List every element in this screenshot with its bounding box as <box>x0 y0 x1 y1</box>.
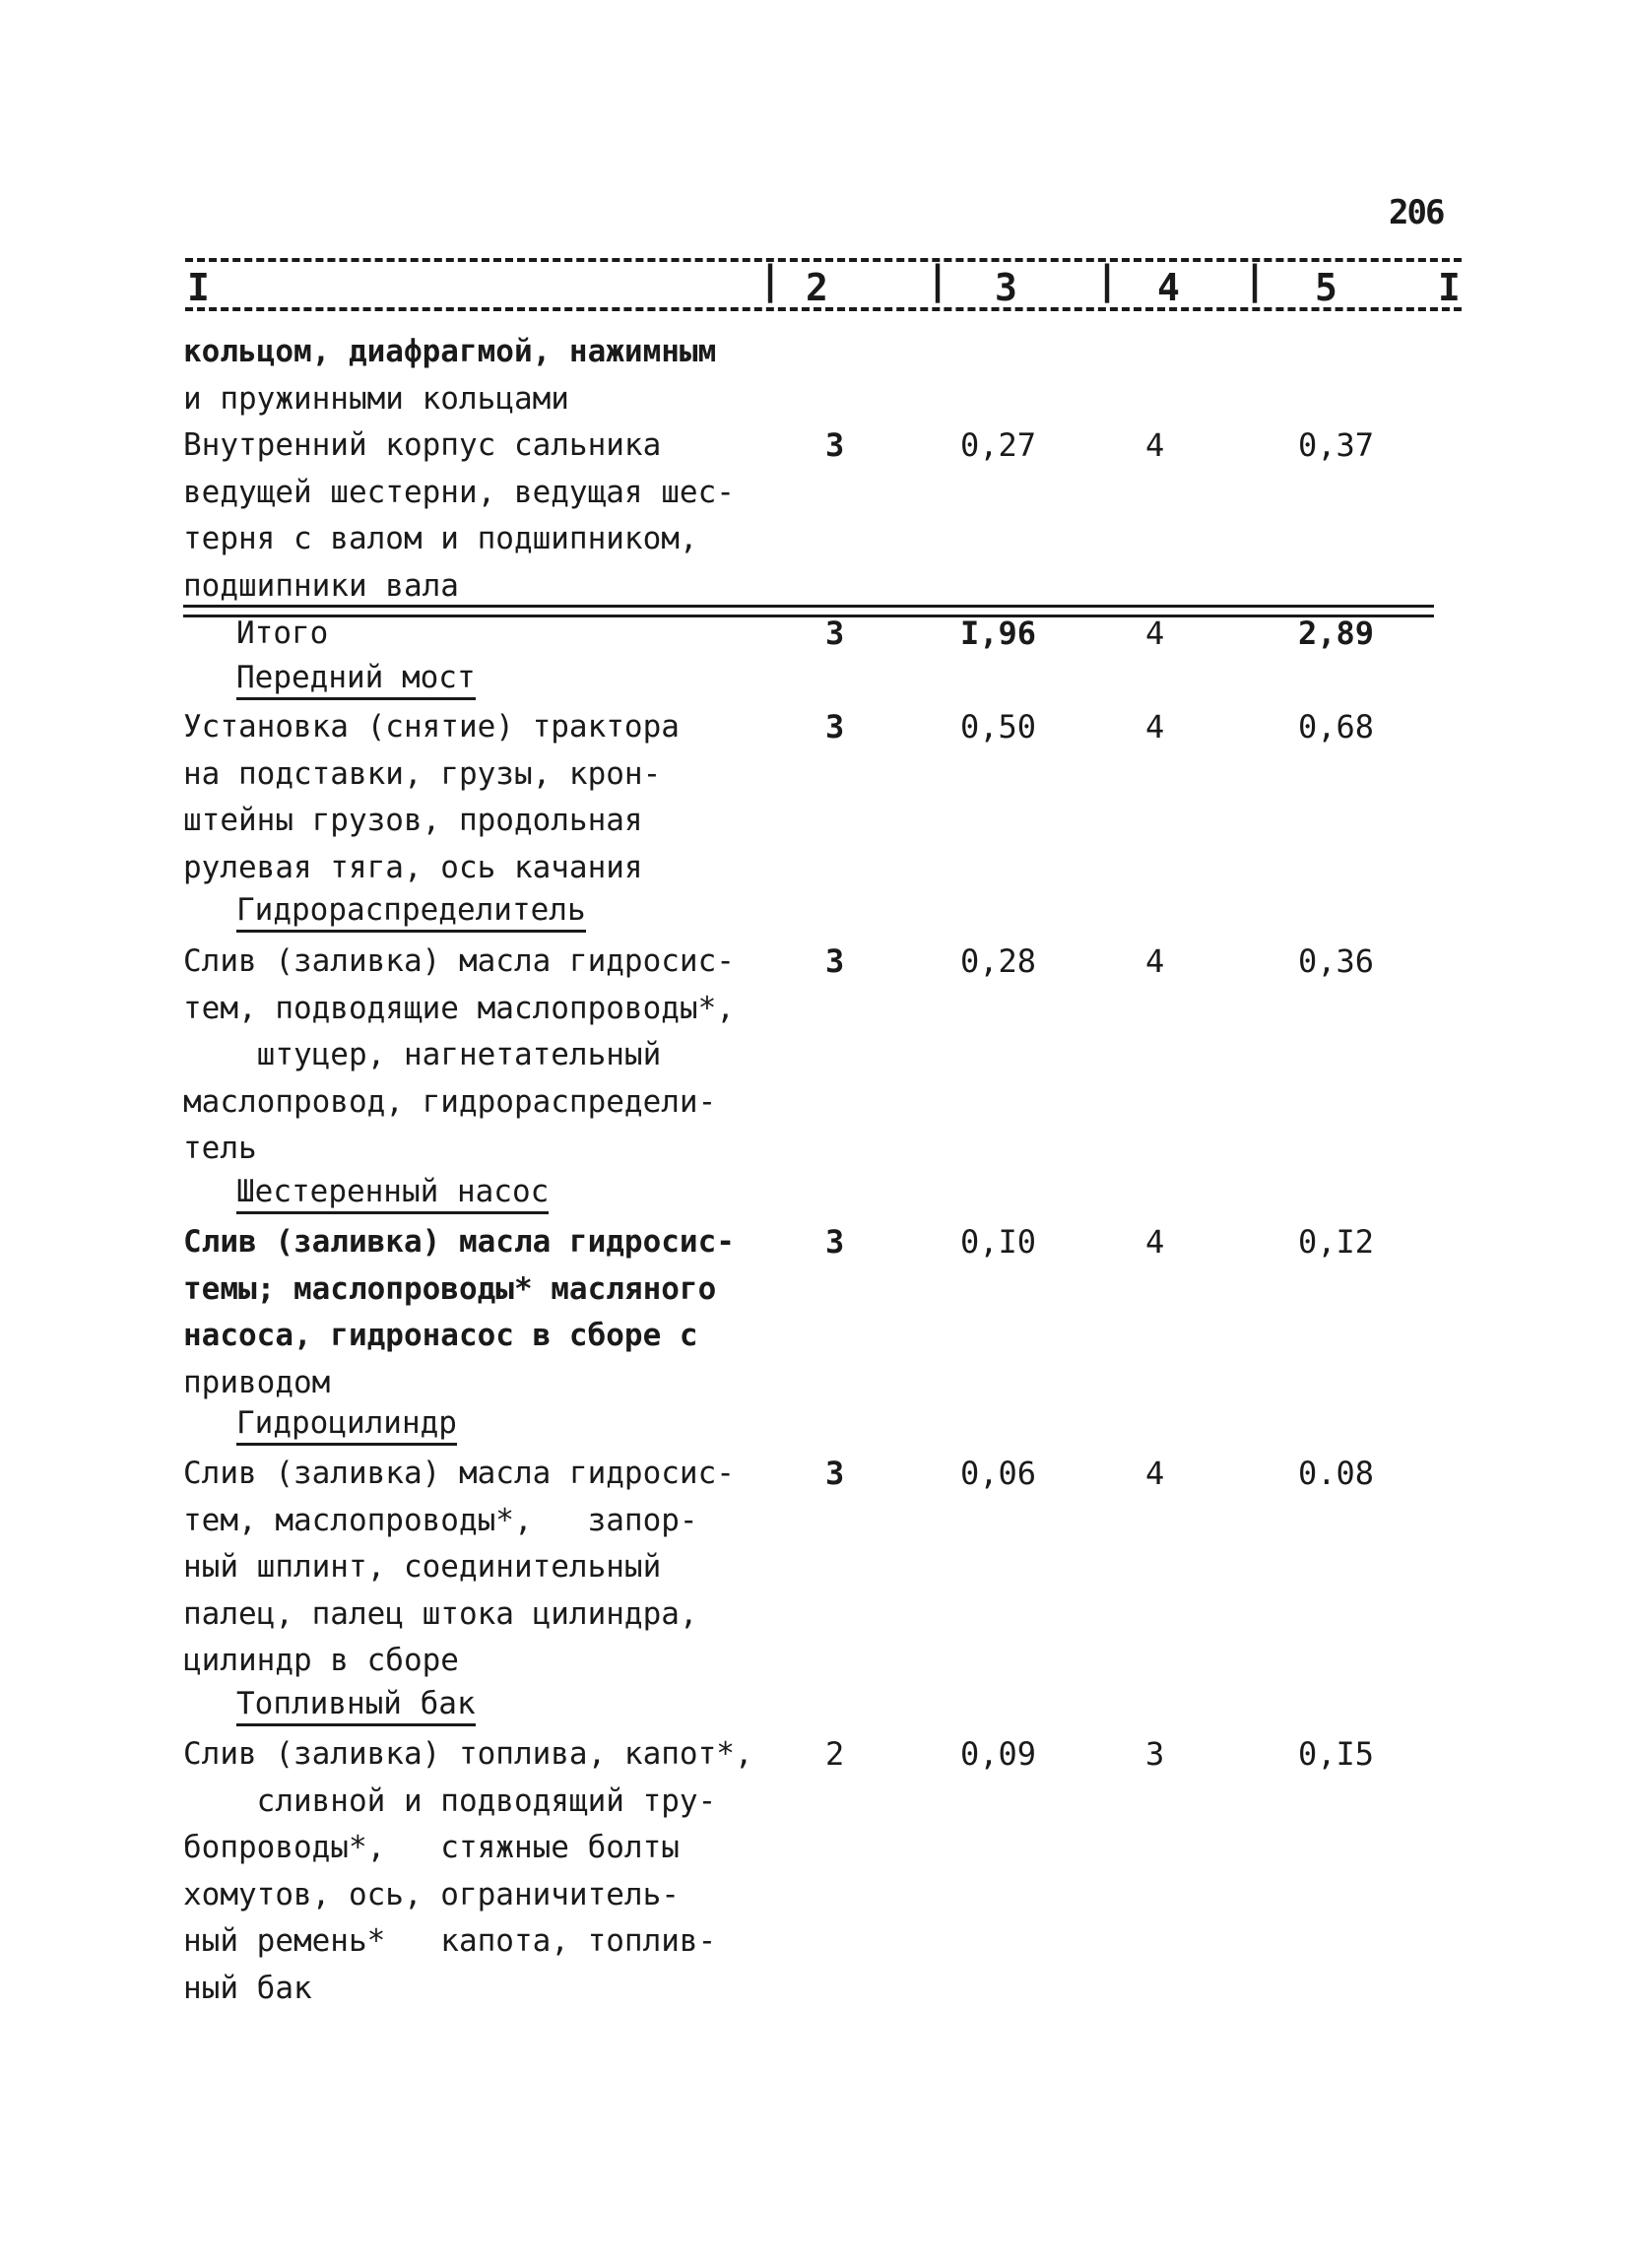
cell-col3: I,96 <box>960 615 1037 652</box>
section-heading: Гидрораспределитель <box>236 890 586 933</box>
cell-col2: 3 <box>825 426 845 464</box>
table-top-border <box>185 258 1462 262</box>
row-description-line: сливной и подводящий тру- <box>183 1782 717 1819</box>
column-header-end: I <box>1438 266 1461 309</box>
cell-col3: 0,06 <box>960 1455 1037 1492</box>
row-description-line: подшипники вала <box>183 567 459 604</box>
column-header-1: I <box>187 266 210 309</box>
cell-col5: 2,89 <box>1298 615 1375 652</box>
row-description-line: штуцер, нагнетательный <box>183 1037 662 1072</box>
cell-col4: 4 <box>1145 615 1165 652</box>
cell-col3: 0,I0 <box>960 1223 1037 1261</box>
column-divider: | <box>1243 258 1268 303</box>
row-description-line: на подставки, грузы, крон- <box>183 755 662 792</box>
row-description-line: палец, палец штока цилиндра, <box>183 1595 698 1632</box>
row-description-line: ный шплинт, соединительный <box>183 1549 662 1585</box>
cell-col5: 0,36 <box>1298 942 1375 980</box>
row-description-line: хомутов, ось, ограничитель- <box>183 1876 680 1912</box>
column-header-5: 5 <box>1315 266 1337 309</box>
cell-col3: 0,09 <box>960 1735 1037 1773</box>
cell-col2: 3 <box>825 615 845 652</box>
row-description-line: бопроводы*, стяжные болты <box>183 1830 680 1865</box>
column-header-3: 3 <box>995 266 1017 309</box>
row-description-line: маслопровод, гидрораспредели- <box>183 1083 717 1120</box>
subtotal-rule <box>183 605 1434 608</box>
row-description-line: тем, маслопроводы*, запор- <box>183 1502 698 1538</box>
row-description-line: Слив (заливка) масла гидросис- <box>183 1456 735 1491</box>
row-description-line: темы; маслопроводы* масляного <box>183 1270 717 1307</box>
row-description-line: ный бак <box>183 1970 312 2006</box>
row-description-line: штейны грузов, продольная <box>183 803 643 838</box>
cell-col2: 3 <box>825 1223 845 1261</box>
row-description-line: насоса, гидронасос в сборе с <box>183 1318 698 1353</box>
row-description-line: приводом <box>183 1364 331 1400</box>
cell-col2: 2 <box>825 1735 845 1773</box>
row-description-line: и пружинными кольцами <box>183 380 569 417</box>
cell-col2: 3 <box>825 942 845 980</box>
cell-col5: 0,I5 <box>1298 1735 1375 1773</box>
cell-col2: 3 <box>825 1455 845 1492</box>
cell-col4: 4 <box>1145 708 1165 745</box>
cell-col4: 4 <box>1145 1223 1165 1261</box>
cell-col2: 3 <box>825 708 845 745</box>
column-divider: | <box>758 258 783 303</box>
cell-col5: 0,68 <box>1298 708 1375 745</box>
row-description-line: Слив (заливка) масла гидросис- <box>183 1224 735 1260</box>
cell-col4: 3 <box>1145 1735 1165 1773</box>
cell-col5: 0,37 <box>1298 426 1375 464</box>
cell-col5: 0,I2 <box>1298 1223 1375 1261</box>
section-heading: Передний мост <box>236 658 476 700</box>
cell-col3: 0,50 <box>960 708 1037 745</box>
row-description-line: тель <box>183 1131 257 1166</box>
cell-col4: 4 <box>1145 1455 1165 1492</box>
column-header-4: 4 <box>1157 266 1180 309</box>
section-heading: Топливный бак <box>236 1684 476 1726</box>
row-description-line: терня с валом и подшипником, <box>183 521 698 556</box>
row-description-line: ведущей шестерни, ведущая шес- <box>183 474 735 510</box>
cell-col3: 0,27 <box>960 426 1037 464</box>
row-description-line: рулевая тяга, ось качания <box>183 849 643 885</box>
row-description-line: Установка (снятие) трактора <box>183 709 680 745</box>
column-header-2: 2 <box>806 266 828 309</box>
row-description-line: цилиндр в сборе <box>183 1643 459 1678</box>
section-heading: Шестеренный насос <box>236 1172 549 1214</box>
section-heading: Гидроцилиндр <box>236 1403 457 1446</box>
total-label: Итого <box>236 616 329 651</box>
cell-col4: 4 <box>1145 942 1165 980</box>
row-description-line: Слив (заливка) топлива, капот*, <box>183 1736 753 1772</box>
row-description-line: тем, подводящие маслопроводы*, <box>183 990 735 1026</box>
row-description-line: кольцом, диафрагмой, нажимным <box>183 334 717 369</box>
row-description-line: ный ремень* капота, топлив- <box>183 1923 717 1959</box>
page-number: 206 <box>1389 193 1444 232</box>
cell-col4: 4 <box>1145 426 1165 464</box>
column-divider: | <box>1095 258 1120 303</box>
column-divider: | <box>926 258 950 303</box>
row-description-line: Слив (заливка) масла гидросис- <box>183 943 735 979</box>
row-description-line: Внутренний корпус сальника <box>183 427 662 463</box>
cell-col5: 0.08 <box>1298 1455 1375 1492</box>
cell-col3: 0,28 <box>960 942 1037 980</box>
